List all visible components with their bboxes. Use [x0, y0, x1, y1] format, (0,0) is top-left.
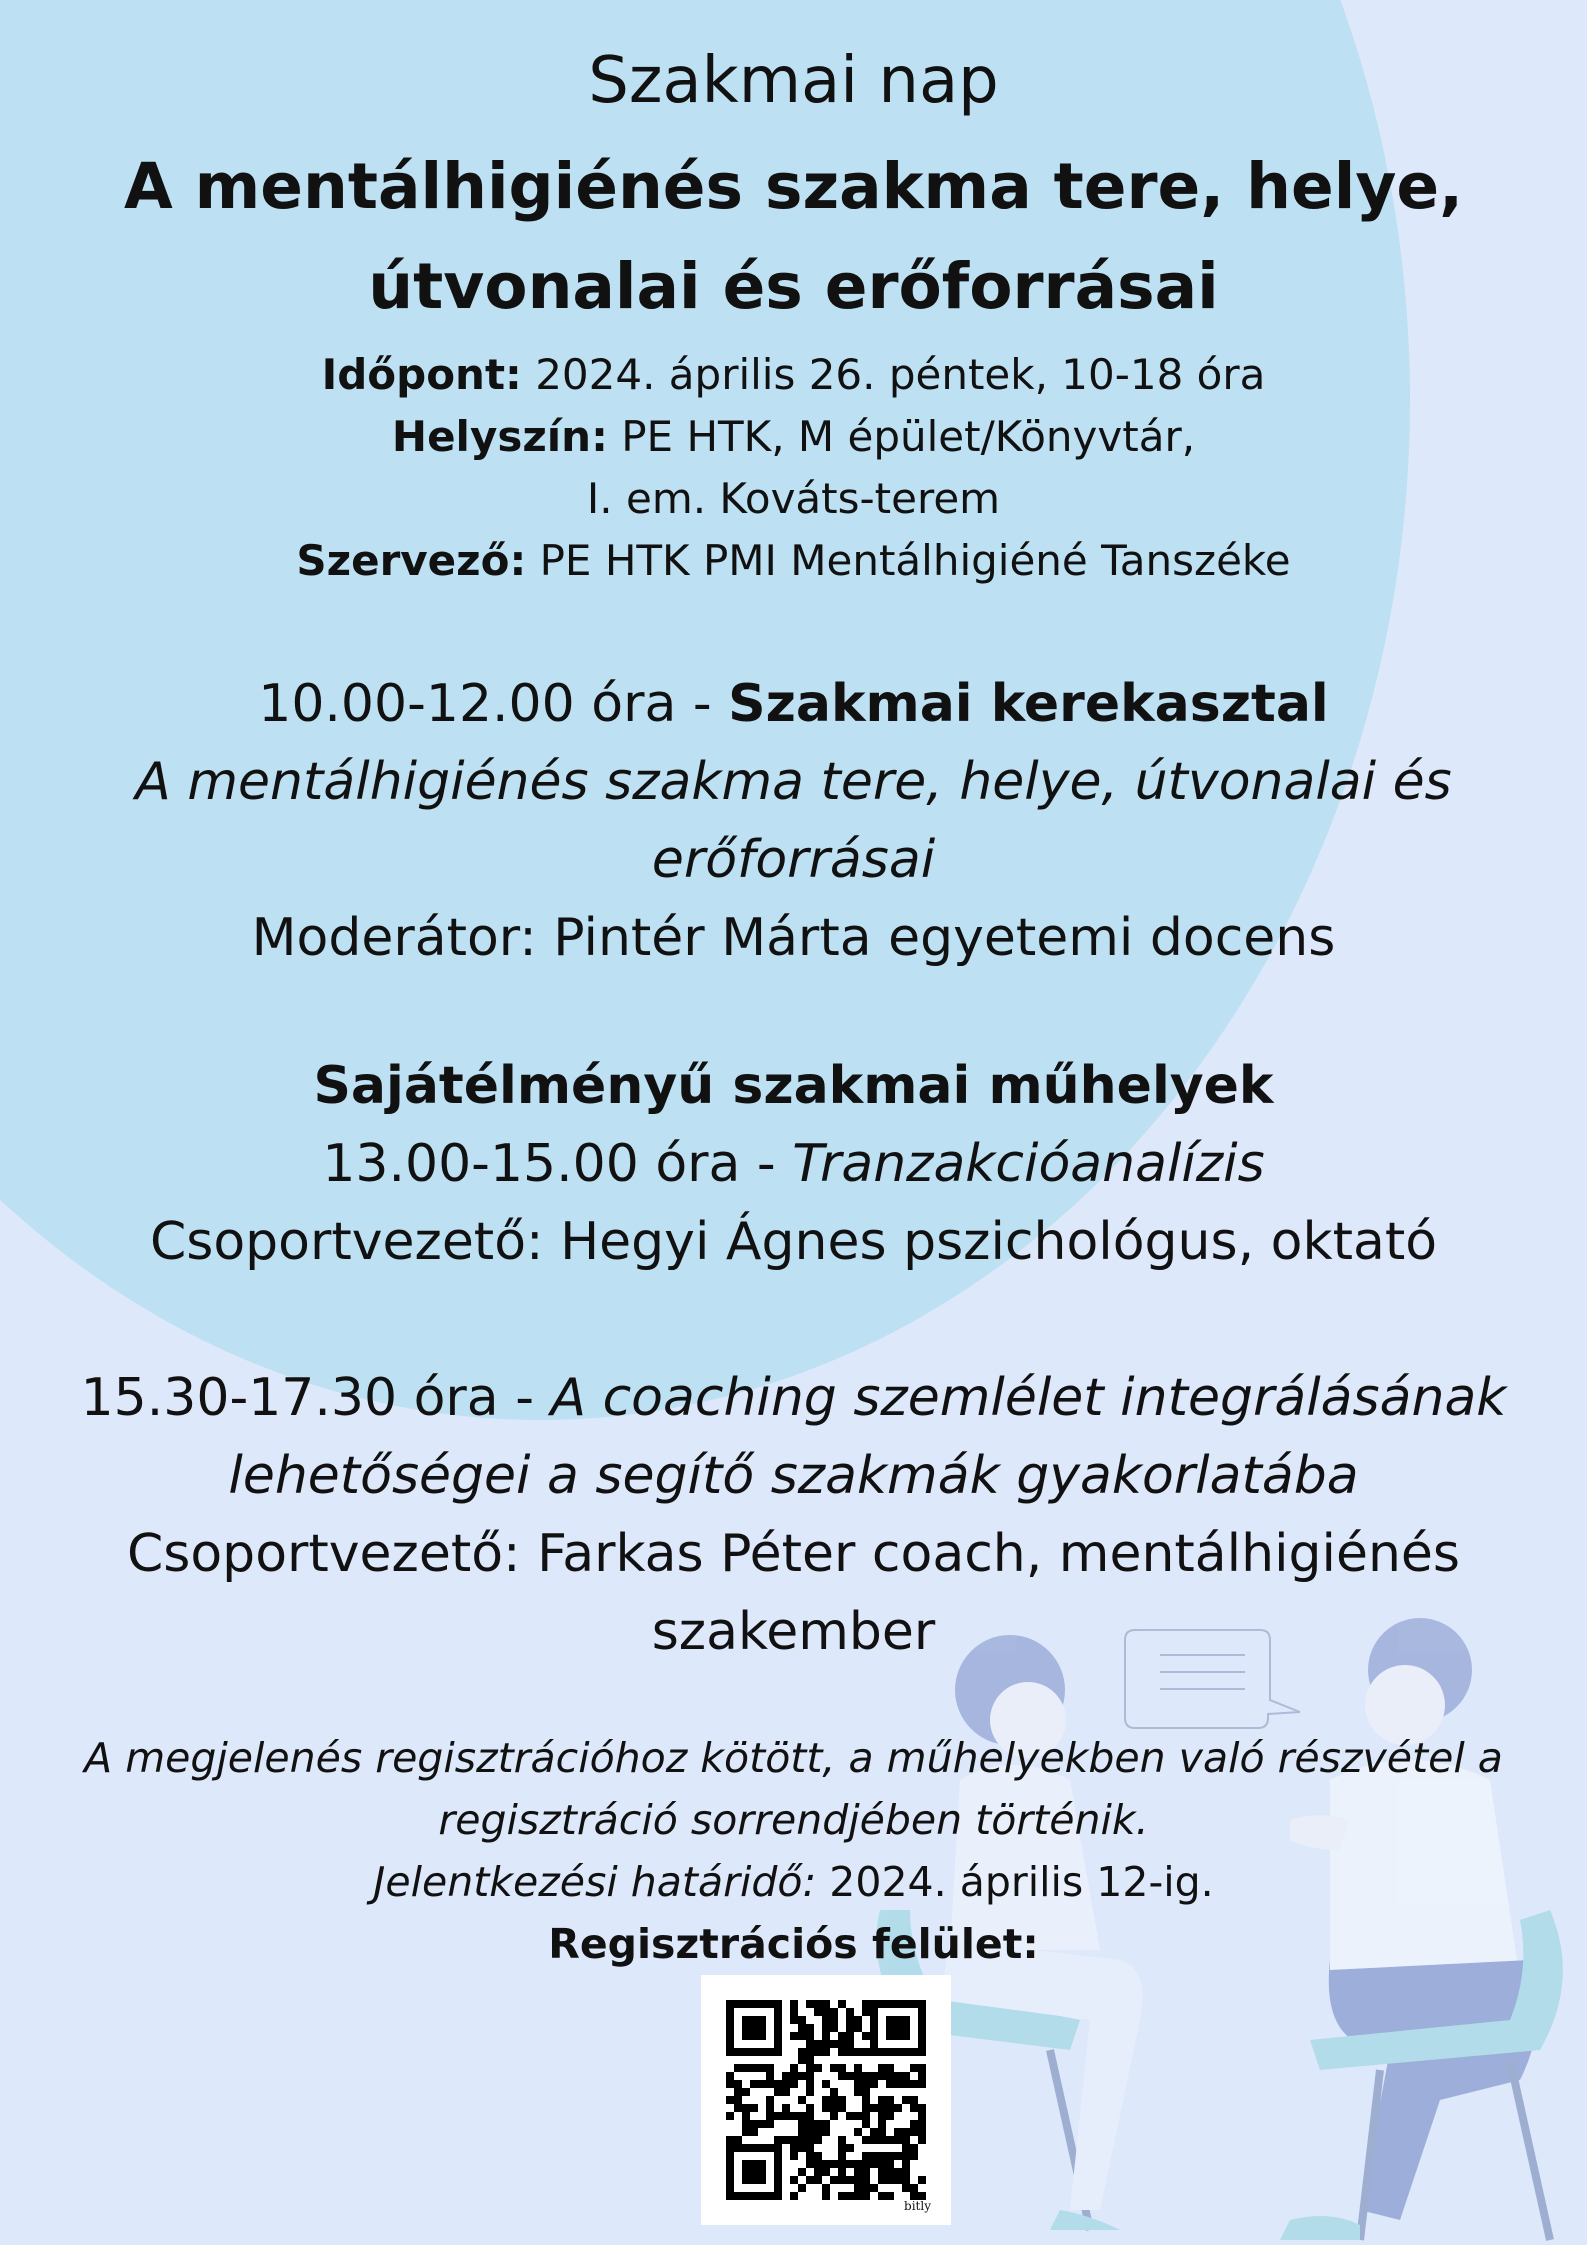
- registration-heading: Regisztrációs felület:: [548, 1920, 1039, 1968]
- workshop-1-leader: Csoportvezető: Hegyi Ágnes pszichológus, oktató: [149, 1212, 1438, 1272]
- organizer-value: PE HTK PMI Mentálhigiéné Tanszéke: [539, 536, 1291, 585]
- event-title-line-1: A mentálhigiénés szakma tere, helye,: [123, 150, 1464, 223]
- deadline-value: 2024. április 12-ig.: [816, 1858, 1214, 1906]
- roundtable-topic-2: erőforrásai: [651, 830, 936, 890]
- workshops-heading: Sajátélményű szakmai műhelyek: [313, 1056, 1274, 1116]
- event-kicker: Szakmai nap: [588, 44, 999, 118]
- workshop-1-title: Tranzakcióanalízis: [792, 1134, 1265, 1194]
- workshop-2-time: 15.30-17.30 óra -: [80, 1368, 551, 1428]
- event-title-line-2: útvonalai és erőforrásai: [368, 250, 1219, 323]
- qr-code-icon: [701, 1975, 951, 2225]
- workshop-1-time: 13.00-15.00 óra -: [322, 1134, 793, 1194]
- deadline-label: Jelentkezési határidő:: [373, 1858, 817, 1906]
- roundtable-moderator: Moderátor: Pintér Márta egyetemi docens: [251, 908, 1336, 968]
- workshop-2-leader-1: Csoportvezető: Farkas Péter coach, mentálhigiénés: [126, 1524, 1461, 1584]
- roundtable-title: Szakmai kerekasztal: [728, 674, 1329, 734]
- roundtable-topic-1: A mentálhigiénés szakma tere, helye, útvonalai és: [135, 752, 1452, 812]
- workshop-2-title-2: lehetőségei a segítő szakmák gyakorlatába: [228, 1446, 1359, 1506]
- time-row: [60, 350, 1527, 399]
- deadline-row: [60, 1858, 1527, 1906]
- roundtable-row: [60, 674, 1527, 734]
- workshop-2-row: [60, 1368, 1527, 1428]
- organizer-label: Szervező:: [296, 536, 527, 585]
- registration-qr-code[interactable]: [701, 1975, 951, 2225]
- place-value: PE HTK, M épület/Könyvtár,: [621, 412, 1196, 461]
- qr-caption: bitly: [904, 2199, 931, 2213]
- organizer-row: [60, 536, 1527, 585]
- registration-note-1: A megjelenés regisztrációhoz kötött, a műhelyekben való részvétel a: [84, 1734, 1503, 1782]
- workshop-1-row: [60, 1134, 1527, 1194]
- roundtable-time: 10.00-12.00 óra -: [258, 674, 729, 734]
- place-row: [60, 412, 1527, 461]
- workshop-2-leader-2: szakember: [651, 1602, 936, 1662]
- workshop-2-title-1: A coaching szemlélet integrálásának: [550, 1368, 1507, 1428]
- time-label: Időpont:: [321, 350, 522, 399]
- time-value: 2024. április 26. péntek, 10-18 óra: [535, 350, 1266, 399]
- place-label: Helyszín:: [391, 412, 608, 461]
- place-row-2: I. em. Kováts-terem: [586, 474, 1001, 523]
- registration-note-2: regisztráció sorrendjében történik.: [438, 1796, 1149, 1844]
